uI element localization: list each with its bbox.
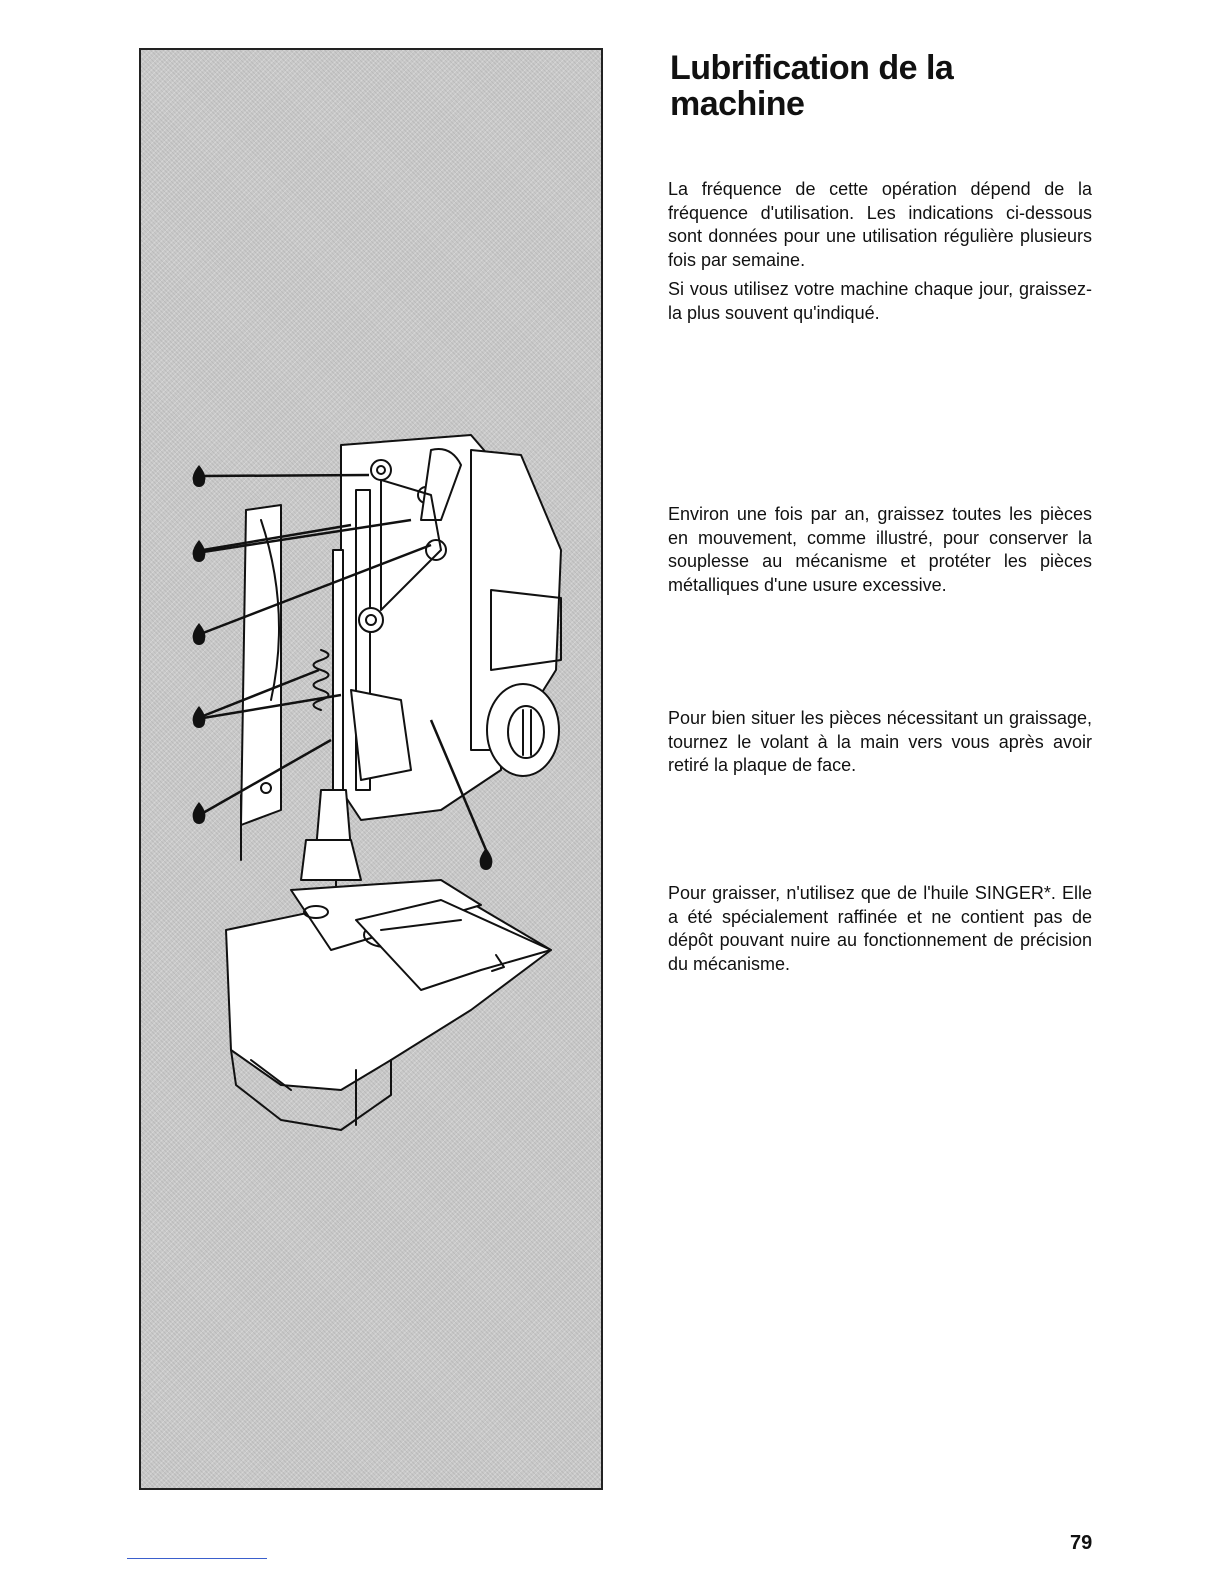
page-number: 79 bbox=[1070, 1532, 1093, 1554]
page-title: Lubrification de la machine bbox=[670, 49, 954, 123]
sewing-machine-illustration bbox=[141, 50, 601, 1488]
paragraph-frequency-intro: La fréquence de cette opération dépend de la fréquence d'utilisation. Les indications ci-dessous sont données pour une utilisation régulière plusieurs fois par semaine. bbox=[668, 179, 1092, 270]
footer-rule bbox=[127, 1558, 267, 1559]
paragraph-oil-type: Pour graisser, n'utilisez que de l'huile SINGER*. Elle a été spécialement raffinée et ne contient pas de dépôt pouvant nuire au fonctionnement de précision du mécanisme. bbox=[668, 883, 1092, 974]
paragraph-yearly-lubrication: Environ une fois par an, graissez toutes les pièces en mouvement, comme illustré, pour conserver la souplesse au mécanisme et protéter les pièces métalliques d'une usure excessive. bbox=[668, 504, 1092, 595]
paragraph-locate-parts: Pour bien situer les pièces nécessitant un graissage, tournez le volant à la main vers vous après avoir retiré la plaque de face. bbox=[668, 708, 1092, 775]
paragraph-daily-use: Si vous utilisez votre machine chaque jour, graissez-la plus souvent qu'indiqué. bbox=[668, 279, 1092, 323]
lubrication-illustration-panel bbox=[139, 48, 603, 1490]
